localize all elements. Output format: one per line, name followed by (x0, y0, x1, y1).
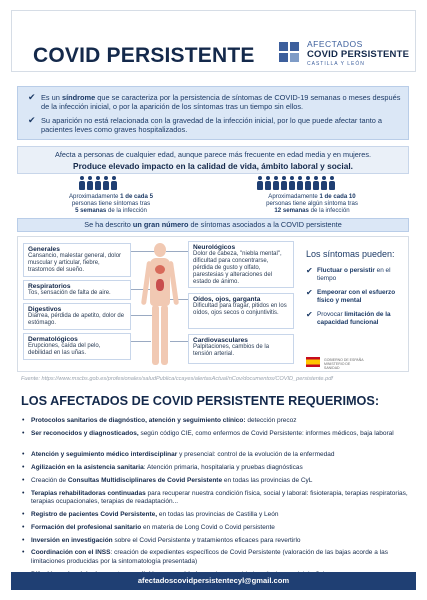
person-icon (79, 176, 85, 190)
requirement-text: y presencial: control de la evolución de la enfermedad (177, 451, 335, 459)
bullet-icon: • (22, 511, 25, 518)
person-icon (321, 176, 327, 190)
human-body-illustration (144, 243, 176, 367)
definition-item (28, 93, 404, 111)
spain-flag-icon (306, 357, 320, 367)
bullet-icon: • (22, 464, 25, 471)
definition-item (28, 116, 404, 134)
header (11, 10, 416, 72)
requirement-text: Creación de (31, 476, 68, 484)
bullet-icon: • (22, 523, 25, 531)
symptom-group-respiratorios: Respiratorios Tos, sensación de falta de aire. (23, 280, 131, 300)
bullet-icon: • (22, 476, 25, 484)
person-icon (313, 176, 319, 190)
person-icon (265, 176, 271, 190)
logo-text-line2: COVID PERSISTENTE (307, 49, 410, 60)
requirement-bold: Consultas Multidisciplinares de Covid Persistente (67, 476, 223, 484)
fluctuation-item: ✔ Fluctuar o persistir en el tiempo (306, 266, 391, 282)
requirement-item (22, 464, 409, 473)
symptoms-bar: Se ha descrito un gran número de síntomas asociados a la COVID persistente (17, 218, 409, 232)
bullet-icon: • (22, 451, 25, 459)
requirement-item (22, 476, 409, 486)
stat-5-weeks: Aproximadamente 1 de cada 5 personas tiene síntomas tras 5 semanas de la infección (68, 193, 153, 215)
requirement-bold: Protocolos sanitarios de diagnóstico, atención y seguimiento clínico: (31, 417, 246, 424)
person-icon (329, 176, 335, 190)
check-icon: ✔ (306, 310, 313, 319)
symptom-group-generales: Generales Cansancio, malestar general, dolor muscular y articular, fiebre, trastornos del sueño. (23, 243, 131, 277)
requirement-item (22, 536, 409, 546)
requirement-item (22, 429, 409, 439)
requirement-item (22, 523, 409, 533)
requirement-bold: Formación del profesional sanitario (31, 523, 142, 531)
definition-box (17, 86, 409, 140)
stat-12-weeks: Aproximadamente 1 de cada 10 personas tiene algún síntoma tras 12 semanas de la infección (266, 193, 358, 215)
fluctuation-title: Los síntomas pueden: (306, 249, 395, 259)
requirement-bold: Ser reconocidos y diagnosticados, (31, 429, 139, 437)
requirement-bold: Terapias rehabilitadoras continuadas (31, 489, 146, 497)
requirement-bold: Agilización en la asistencia sanitaria (31, 464, 144, 471)
requirement-item (22, 417, 409, 426)
bullet-icon: • (22, 489, 25, 497)
check-icon: ✔ (28, 115, 36, 125)
source-note: Fuente: https://www.mscbs.gob.es/profesionales/saludPublica/ccayes/alertasActual/nCov/documentos/COVID_persistente.pdf (21, 376, 333, 382)
people-group-1-in-5 (79, 176, 117, 190)
requirement-item (22, 511, 409, 520)
definition-text: Es un (41, 93, 62, 102)
requirement-text: para recuperar nuestra condición física, social y laboral: fisioterapia, terapias respiratorias, terapias ocupacionales, terapias de readaptación... (31, 489, 408, 506)
check-icon: ✔ (306, 266, 313, 275)
requirement-item (22, 451, 409, 460)
people-group-1-in-10 (257, 176, 335, 190)
requirement-bold: Registro de pacientes Covid Persistente, (31, 511, 158, 518)
ministry-logo-text: GOBIERNO DE ESPAÑA MINISTERIO DE SANIDAD (324, 358, 364, 370)
requirement-bold: Inversión en investigación (31, 536, 113, 544)
requirement-text: detección precoz (245, 417, 297, 424)
person-icon (87, 176, 93, 190)
requirement-item (22, 549, 409, 566)
symptom-group-cardiovasculares: Cardiovasculares Palpitaciones, cambios de la tensión arterial. (188, 334, 294, 364)
requirements-title: LOS AFECTADOS DE COVID PERSISTENTE REQUERIMOS: (21, 394, 380, 408)
footer-email[interactable]: afectadoscovidpersistentecyl@gmail.com (11, 572, 416, 590)
requirement-text: : Atención primaria, hospitalaria y pruebas diagnósticas (143, 464, 303, 471)
logo-text-line3: CASTILLA Y LEÓN (307, 61, 365, 67)
definition-bold: síndrome (61, 93, 96, 102)
page-title: COVID PERSISTENTE (33, 44, 255, 67)
definition-text: Su aparición no está relacionada con la gravedad de la infección inicial, por lo que puede afectar tanto a pacientes leves como graves hospitalizados. (41, 116, 383, 134)
person-icon (103, 176, 109, 190)
requirement-text: en materia de Long Covid o Covid persistente (141, 523, 275, 531)
person-icon (289, 176, 295, 190)
fluctuation-item: ✔ Empeorar con el esfuerzo físico y mental (306, 288, 396, 304)
symptoms-panel (17, 236, 409, 372)
requirement-bold: Coordinación con el INSS (31, 549, 111, 557)
check-icon: ✔ (306, 288, 313, 297)
bullet-icon: • (22, 536, 25, 544)
requirement-text: sobre el Covid Persistente y tratamientos eficaces para revertirlo (112, 536, 301, 544)
person-icon (257, 176, 263, 190)
requirement-bold: Atención y seguimiento médico interdisciplinar (31, 451, 178, 459)
symptom-group-neurologicos: Neurológicos Dolor de cabeza, "niebla mental", dificultad para concentrarse, pérdida de gusto y olfato, parestesias y alteraciones del estado de ánimo. (188, 241, 294, 288)
requirement-text: : creación de expedientes específicos de Covid Persistente (valoración de las bajas acorde a las limitaciones producidas por la sintomatología presentada) (31, 549, 388, 565)
person-icon (273, 176, 279, 190)
symptom-group-digestivos: Digestivos Diarrea, pérdida de apetito, dolor de estómago. (23, 303, 131, 330)
requirement-text: en todas las provincias de CyL (222, 476, 313, 484)
definition-text: que se caracteriza por la persistencia de síntomas de COVID-19 semanas o meses después de la infección inicial, o por la aparición de los síntomas tras un tiempo sin ellos. (41, 93, 401, 111)
affects-line1: Afecta a personas de cualquier edad, aunque parece más frecuente en edad media y en mujeres. (55, 150, 371, 159)
check-icon: ✔ (28, 92, 36, 102)
person-icon (297, 176, 303, 190)
person-icon (305, 176, 311, 190)
bullet-icon: • (22, 417, 25, 424)
bullet-icon: • (22, 429, 25, 437)
requirement-item (22, 489, 409, 507)
person-icon (111, 176, 117, 190)
logo-mark-icon (279, 42, 301, 64)
affects-line2: Produce elevado impacto en la calidad de vida, ámbito laboral y social. (73, 161, 353, 171)
symptom-group-dermatologicos: Dermatológicos Erupciones, caída del pelo, debilidad en las uñas. (23, 333, 131, 360)
logo (279, 39, 414, 69)
poster (11, 10, 416, 590)
requirement-text: según código CIE, como enfermos de Covid Persistente: informes médicos, baja laboral (138, 429, 394, 437)
person-icon (95, 176, 101, 190)
requirement-text: en todas las provincias de Castilla y León (157, 511, 279, 518)
fluctuation-item: ✔ Provocar limitación de la capacidad funcional (306, 310, 391, 326)
symptom-group-oidos-ojos-garganta: Oídos, ojos, garganta Dificultad para tragar, pitidos en los oídos, ojos secos o conjuntivitis. (188, 293, 294, 329)
affects-box (17, 146, 409, 174)
person-icon (281, 176, 287, 190)
logo-text-line1: AFECTADOS (307, 39, 363, 49)
bullet-icon: • (22, 549, 25, 557)
